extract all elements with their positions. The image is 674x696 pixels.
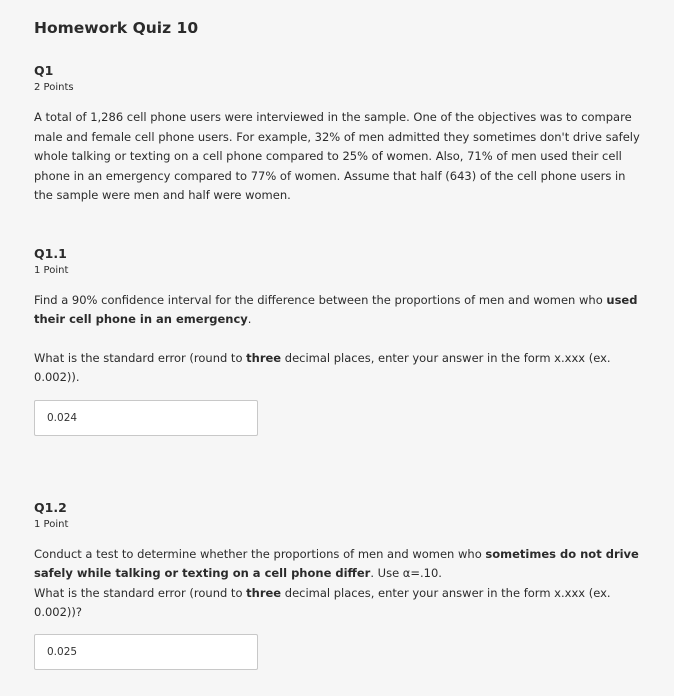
- prompt-text: .: [247, 312, 252, 326]
- answer-input-q1-1[interactable]: [34, 400, 258, 436]
- prompt-emphasis: used their cell phone in an emergency: [34, 292, 638, 326]
- prompt-emphasis: sometimes do not drive safely while talking or texting on a cell phone differ: [34, 546, 639, 580]
- instruction-text: decimal places, enter your answer in the form x.xxx (ex. 0.002)).: [34, 350, 611, 384]
- instruction-emphasis: three: [246, 350, 282, 365]
- question-text: A total of 1,286 cell phone users were interviewed in the sample. One of the objectives was to compare male and female cell phone users. For example, 32% of men admitted they sometimes don't drive safely whole talking or texting on a cell phone compared to 25% of women. Also, 71% of men used their cell phone in an emergency compared to 77% of women. Assume that half (643) of the cell phone users in the sample were men and half were women.: [34, 110, 640, 202]
- question-points: 2 Points: [34, 82, 74, 93]
- question-points: 1 Point: [34, 264, 69, 276]
- prompt-text: . Use α=.10.: [370, 566, 442, 580]
- question-points: 1 Point: [34, 518, 69, 530]
- question-instruction: [34, 584, 640, 623]
- instruction-text: What is the standard error (round to: [34, 350, 247, 365]
- question-prompt: [34, 291, 640, 330]
- question-title: Q1.1: [34, 245, 67, 261]
- question-q1-2: [34, 500, 640, 670]
- question-q1-1: [34, 246, 640, 436]
- answer-input-q1-2[interactable]: [34, 634, 258, 670]
- question-q1: [34, 63, 640, 206]
- instruction-text: decimal places, enter your answer in the form x.xxx (ex. 0.002))?: [34, 585, 611, 619]
- question-title: Q1: [34, 63, 54, 78]
- question-instruction: [34, 349, 640, 388]
- question-prompt: [34, 545, 640, 584]
- prompt-text: Find a 90% confidence interval for the difference between the proportions of men and women who: [34, 292, 607, 307]
- page-title: Homework Quiz 10: [34, 19, 199, 37]
- instruction-emphasis: three: [246, 585, 282, 600]
- instruction-text: What is the standard error (round to: [34, 585, 247, 600]
- question-title: Q1.2: [34, 499, 67, 515]
- prompt-text: Conduct a test to determine whether the proportions of men and women who: [34, 546, 486, 561]
